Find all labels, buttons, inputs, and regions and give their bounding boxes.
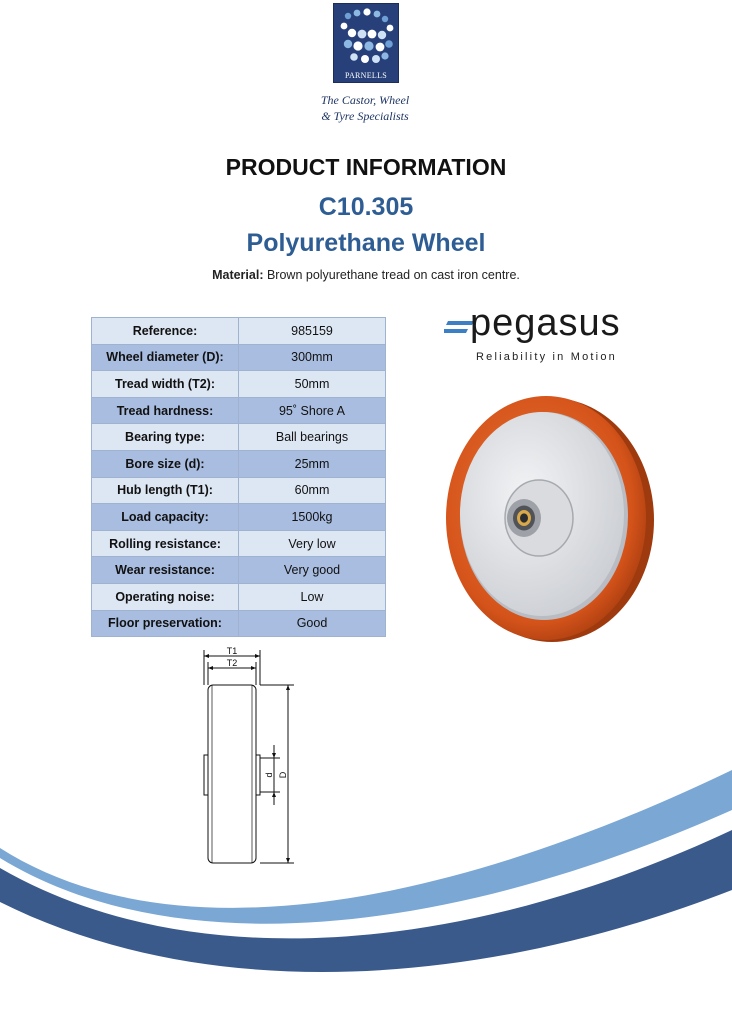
spec-key: Bearing type: bbox=[92, 424, 239, 451]
spec-key: Tread hardness: bbox=[92, 397, 239, 424]
diagram-label-t2: T2 bbox=[226, 658, 238, 668]
logo-text: PARNELLS bbox=[344, 71, 388, 80]
spec-key: Wear resistance: bbox=[92, 557, 239, 584]
spec-row bbox=[92, 504, 386, 531]
parnells-logo bbox=[333, 3, 399, 83]
footer-swoosh bbox=[0, 740, 732, 1024]
spec-value: 1500kg bbox=[239, 504, 386, 531]
spec-key: Wheel diameter (D): bbox=[92, 344, 239, 371]
spec-row bbox=[92, 557, 386, 584]
wheel-image bbox=[442, 394, 654, 646]
spec-row bbox=[92, 371, 386, 398]
spec-key: Hub length (T1): bbox=[92, 477, 239, 504]
spec-row bbox=[92, 610, 386, 637]
material-text: Brown polyurethane tread on cast iron centre. bbox=[266, 268, 520, 282]
spec-value: 300mm bbox=[239, 344, 386, 371]
spec-value: 25mm bbox=[239, 450, 386, 477]
spec-value: 60mm bbox=[239, 477, 386, 504]
page-title: PRODUCT INFORMATION bbox=[225, 154, 507, 180]
spec-row bbox=[92, 344, 386, 371]
spec-key: Rolling resistance: bbox=[92, 530, 239, 557]
spec-row bbox=[92, 477, 386, 504]
product-code: C10.305 bbox=[318, 193, 414, 221]
spec-row bbox=[92, 583, 386, 610]
diagram-label-d: d bbox=[264, 772, 274, 778]
spec-row bbox=[92, 450, 386, 477]
spec-key: Operating noise: bbox=[92, 583, 239, 610]
spec-key: Reference: bbox=[92, 318, 239, 345]
logo-emblem-icon bbox=[334, 4, 400, 70]
diagram-label-t1: T1 bbox=[226, 646, 238, 656]
diagram-label-big-d: D bbox=[278, 771, 288, 779]
spec-key: Floor preservation: bbox=[92, 610, 239, 637]
spec-value: 985159 bbox=[239, 318, 386, 345]
tagline-line-2: & Tyre Specialists bbox=[321, 109, 409, 123]
tagline-line-1: The Castor, Wheel bbox=[320, 93, 410, 107]
material-line bbox=[0, 268, 732, 282]
spec-value: Good bbox=[239, 610, 386, 637]
spec-key: Load capacity: bbox=[92, 504, 239, 531]
spec-value: Ball bearings bbox=[239, 424, 386, 451]
spec-row bbox=[92, 424, 386, 451]
product-name: Polyurethane Wheel bbox=[246, 229, 486, 257]
spec-row bbox=[92, 318, 386, 345]
spec-row bbox=[92, 397, 386, 424]
spec-value: 50mm bbox=[239, 371, 386, 398]
spec-value: Very low bbox=[239, 530, 386, 557]
spec-value: Low bbox=[239, 583, 386, 610]
material-label: Material: bbox=[212, 268, 264, 282]
brand-name: pegasus bbox=[470, 302, 621, 344]
spec-table bbox=[91, 317, 386, 637]
spec-key: Bore size (d): bbox=[92, 450, 239, 477]
spec-value: Very good bbox=[239, 557, 386, 584]
brand-tagline: Reliability in Motion bbox=[476, 351, 617, 363]
spec-value: 95˚ Shore A bbox=[239, 397, 386, 424]
spec-key: Tread width (T2): bbox=[92, 371, 239, 398]
spec-row bbox=[92, 530, 386, 557]
